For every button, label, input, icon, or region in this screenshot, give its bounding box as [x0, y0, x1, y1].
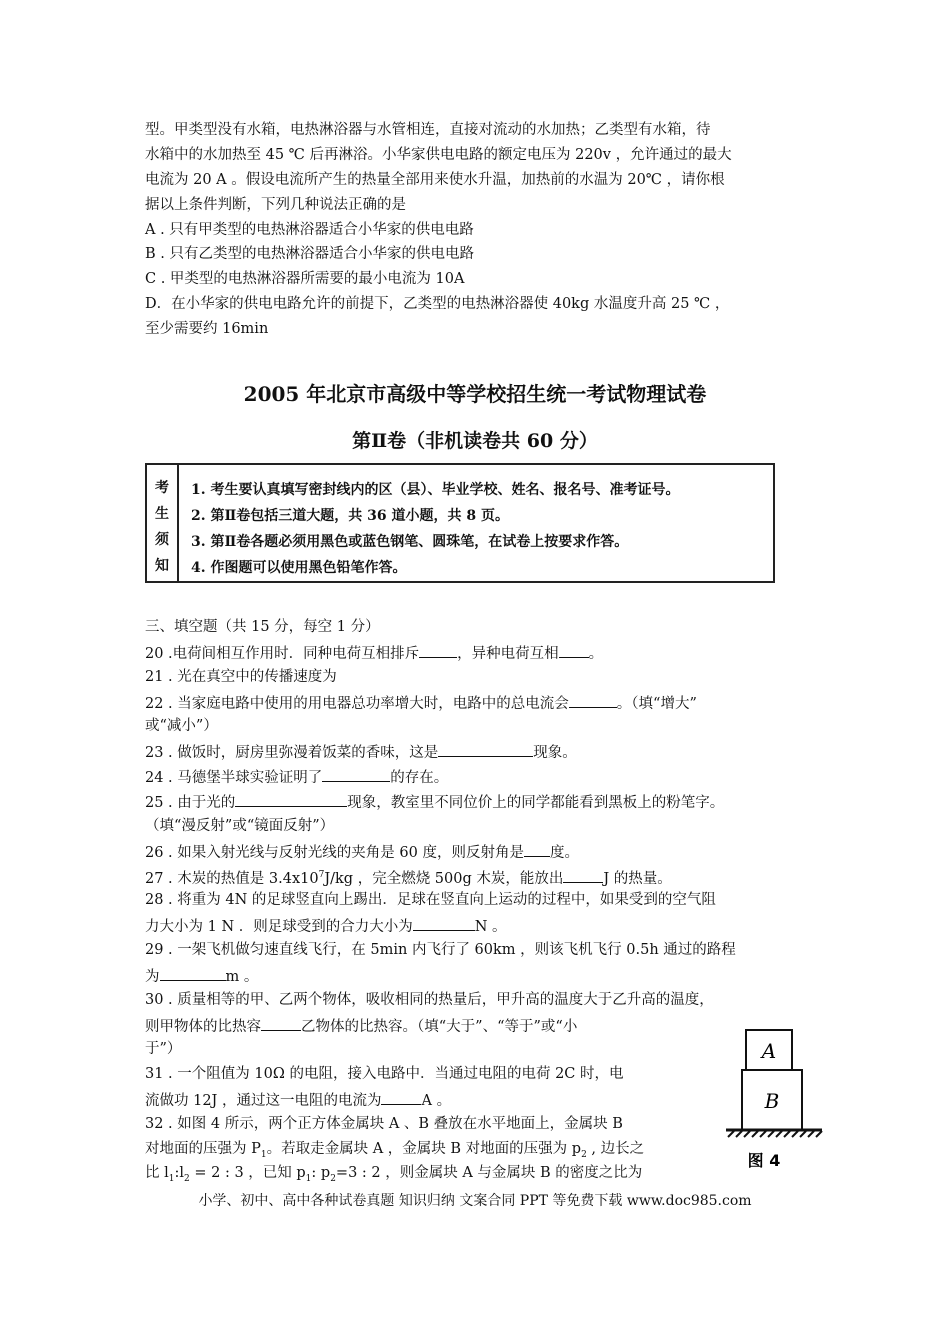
question-31-continued [145, 1089, 451, 1111]
block-a-label: A [761, 1039, 777, 1063]
answer-blank[interactable] [569, 692, 617, 708]
question-text: A 。 [421, 1093, 452, 1109]
subscript: 2 [330, 1173, 336, 1184]
question-text: N 。 [474, 919, 507, 935]
section-header: 三、填空题（共 15 分，每空 1 分） [145, 619, 380, 635]
answer-blank[interactable] [160, 965, 226, 981]
question-24 [145, 766, 448, 788]
option-d: D．在小华家的供电电路允许的前提下，乙类型的电热淋浴器使 40kg 水温度升高 25 ℃ ， [145, 296, 730, 312]
notice-item: 1. 考生要认真填写密封线内的区（县）、毕业学校、姓名、报名号、准考证号。 [191, 482, 680, 498]
question-text: 现象，教室里不同位价上的同学都能看到黑板上的粉笔字。 [347, 795, 725, 811]
text-line: 水箱中的水加热至 45 ℃ 后再淋浴。小华家供电电路的额定电压为 220v ，允许通过的最大 [145, 147, 732, 163]
question-30-continued: 于”） [145, 1041, 182, 1057]
question-text: 25 . 由于光的 [145, 795, 236, 811]
text-line: 电流为 20 A 。假设电流所产生的热量全部用来使水升温，加热前的水温为 20℃ ，请你根 [145, 172, 725, 188]
question-22 [145, 692, 697, 714]
question-text: 26 . 如果入射光线与反射光线的夹角是 60 度，则反射角是 [145, 845, 524, 861]
question-28-continued [145, 915, 507, 937]
notice-item: 4. 作图题可以使用黑色铅笔作答。 [191, 560, 407, 576]
question-30-continued [145, 1015, 577, 1037]
option-a: A . 只有甲类型的电热淋浴器适合小华家的供电电路 [145, 222, 474, 238]
question-text: 22 . 当家庭电路中使用的用电器总功率增大时，电路中的总电流会 [145, 696, 569, 712]
question-text: 度。 [549, 845, 579, 861]
question-26 [145, 841, 579, 863]
figure-caption: 图 4 [747, 1151, 781, 1170]
question-text: 27 . 木炭的热值是 3.4x10 [145, 870, 319, 887]
answer-blank[interactable] [381, 1089, 421, 1105]
question-text: 则甲物体的比热容 [145, 1019, 261, 1035]
question-text: 23 . 做饭时，厨房里弥漫着饭菜的香味，这是 [145, 745, 439, 761]
question-32-continued [145, 1163, 642, 1189]
question-28: 28 . 将重为 4N 的足球竖直向上踢出．足球在竖直向上运动的过程中，如果受到的空气阻 [145, 892, 716, 908]
text-line: 据以上条件判断，下列几种说法正确的是 [145, 197, 406, 213]
figure-4 [718, 1022, 828, 1172]
volume-title: 第Ⅱ卷（非机读卷共 60 分） [352, 430, 598, 452]
question-text: 。（填“增大” [616, 696, 697, 712]
block-b-label: B [764, 1089, 780, 1113]
question-text: 20 .电荷间相互作用时．同种电荷互相排斥 [145, 646, 420, 662]
question-text: =3 : 2 ，则金属块 A 与金属块 B 的密度之比为 [335, 1165, 643, 1181]
notice-label-char: 须 [155, 532, 169, 548]
answer-blank[interactable] [413, 915, 475, 931]
option-b: B . 只有乙类型的电热淋浴器适合小华家的供电电路 [145, 246, 474, 262]
question-20 [145, 642, 603, 664]
question-text: 。若取走金属块 A ，金属块 B 对地面的压强为 p [266, 1141, 582, 1157]
subscript: 1 [305, 1173, 312, 1184]
notice-label-char: 生 [155, 506, 169, 522]
exam-title: 2005 年北京市高级中等学校招生统一考试物理试卷 [243, 382, 707, 406]
question-text: 流做功 12J ，通过这一电阻的电流为 [145, 1093, 382, 1109]
answer-blank[interactable] [524, 841, 550, 857]
question-text: 对地面的压强为 P [145, 1141, 261, 1157]
question-text: J 的热量。 [603, 870, 672, 887]
notice-label-char: 考 [155, 480, 169, 496]
question-text: 的存在。 [390, 770, 449, 786]
answer-blank[interactable] [438, 741, 533, 757]
question-21: 21 . 光在真空中的传播速度为 [145, 669, 337, 685]
subscript: 2 [581, 1149, 587, 1160]
question-text: : p [311, 1165, 331, 1181]
question-text: , 边长之 [586, 1141, 645, 1157]
question-30: 30 . 质量相等的甲、乙两个物体，吸收相同的热量后，甲升高的温度大于乙升高的温度， [145, 992, 714, 1008]
question-text: m 。 [225, 969, 259, 985]
question-22-continued: 或“减小”） [145, 718, 218, 734]
subscript: 1 [260, 1149, 267, 1160]
answer-blank[interactable] [559, 642, 589, 658]
ground-hatch [728, 1131, 822, 1137]
question-29-continued [145, 965, 258, 987]
notice-label-column [147, 465, 179, 581]
answer-blank[interactable] [563, 867, 603, 883]
question-25-continued: （填“漫反射”或“镜面反射”） [145, 818, 335, 834]
question-text: ，异种电荷互相 [457, 646, 559, 662]
question-25 [145, 791, 724, 813]
exam-notice-box [145, 463, 775, 583]
question-text: 为 [145, 969, 160, 985]
question-31: 31 . 一个阻值为 10Ω 的电阻，接入电路中．当通过电阻的电荷 2C 时，电 [145, 1066, 624, 1082]
question-text: :l [174, 1165, 185, 1181]
option-c: C . 甲类型的电热淋浴器所需要的最小电流为 10A [145, 271, 465, 287]
answer-blank[interactable] [261, 1015, 301, 1031]
text-line: 型。甲类型没有水箱，电热淋浴器与水管相连，直接对流动的水加热；乙类型有水箱，待 [145, 122, 711, 138]
notice-item: 2. 第Ⅱ卷包括三道大题，共 36 道小题，共 8 页。 [191, 508, 510, 524]
question-text: 24 . 马德堡半球实验证明了 [145, 770, 323, 786]
option-d-continued: 至少需要约 16min [145, 321, 269, 337]
notice-item: 3. 第Ⅱ卷各题必须用黑色或蓝色钢笔、圆珠笔，在试卷上按要求作答。 [191, 534, 629, 550]
question-text: J/kg ，完全燃烧 500g 木炭，能放出 [324, 870, 564, 887]
question-text: 乙物体的比热容。（填“大于”、“等于”或“小 [301, 1019, 578, 1035]
question-text: 力大小为 1 N ．则足球受到的合力大小为 [145, 919, 413, 935]
page-footer: 小学、初中、高中各种试卷真题 知识归纳 文案合同 PPT 等免费下载 www.doc985.com [198, 1193, 752, 1209]
question-27 [145, 865, 672, 889]
subscript: 1 [168, 1173, 175, 1184]
question-32-continued [145, 1139, 644, 1165]
question-29: 29 . 一架飞机做匀速直线飞行，在 5min 内飞行了 60km ，则该飞机飞行 0.5h 通过的路程 [145, 942, 736, 958]
superscript: 7 [318, 870, 325, 880]
answer-blank[interactable] [322, 766, 390, 782]
question-32: 32 . 如图 4 所示，两个正方体金属块 A 、B 叠放在水平地面上，金属块 B [145, 1116, 623, 1132]
answer-blank[interactable] [235, 791, 347, 807]
question-text: 比 l [145, 1165, 169, 1181]
question-23 [145, 741, 577, 763]
notice-label-char: 知 [155, 558, 169, 574]
answer-blank[interactable] [419, 642, 457, 658]
question-text: 。 [588, 646, 604, 662]
question-text: = 2 : 3 ，已知 p [189, 1165, 306, 1181]
question-text: 现象。 [533, 745, 577, 761]
subscript: 2 [184, 1173, 190, 1184]
